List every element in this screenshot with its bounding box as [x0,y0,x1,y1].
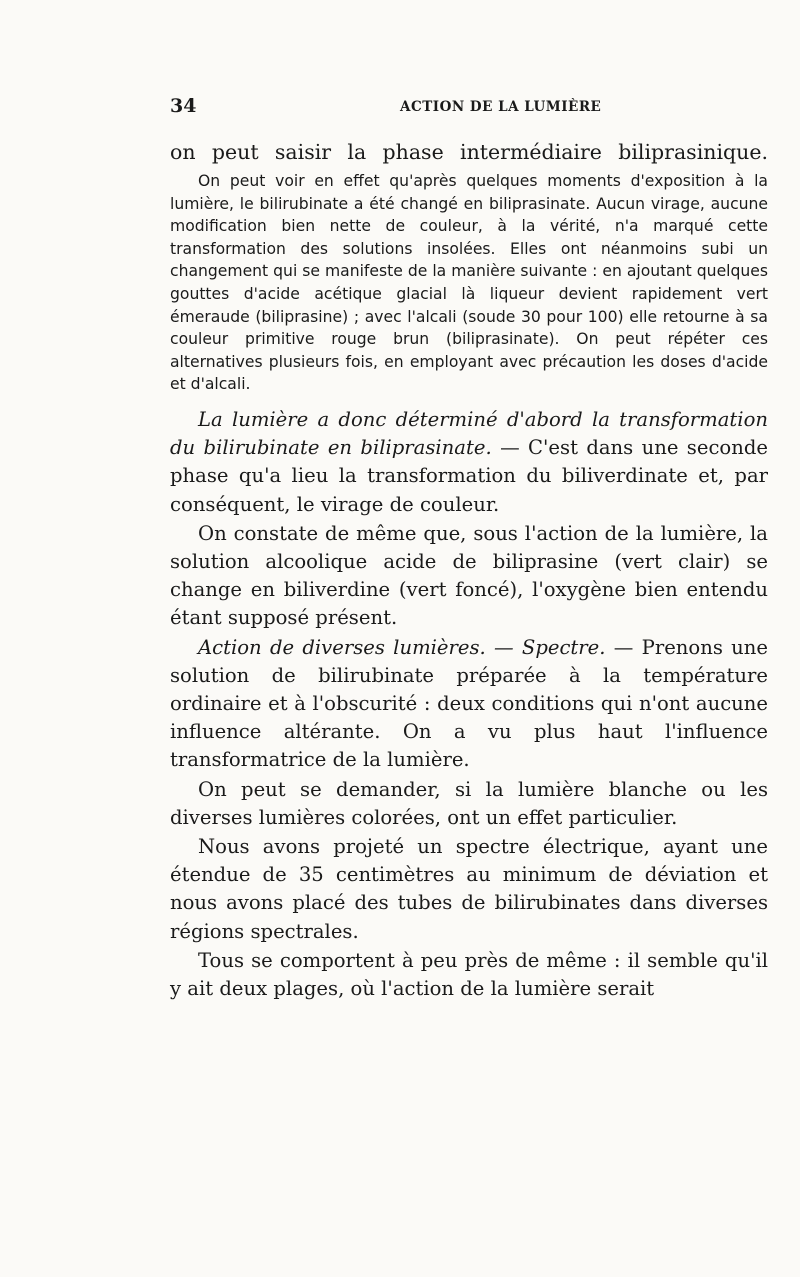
paragraph-text: — C'est dans une seconde phase qu'a lieu la transformation du biliverdinate et, par conséquent, le virage de couleur. [170,436,768,516]
paragraph-spectre [170,634,768,775]
small-print-paragraph: On peut voir en effet qu'après quelques moments d'exposition à la lumière, le bilirubinate a été changé en biliprasinate. Aucun virage, aucune modification bien nette de couleur, à la vérité, n'a marqué cette transformation des solutions insolées. Elles ont néanmoins subi un changement qui se manifeste de la manière suivante : en ajoutant quelques gouttes d'acide acétique glacial là liqueur devient rapidement vert émeraude (biliprasine) ; avec l'alcali (soude 30 pour 100) elle retourne à sa couleur primitive rouge brun (biliprasinate). On peut répéter ces alternatives plusieurs fois, en employant avec précaution les doses d'acide et d'alcali. [170,172,768,394]
page-number: 34 [170,95,197,117]
paragraph-experiment: Nous avons projeté un spectre électrique, ayant une étendue de 35 centimètres au minimum de déviation et nous avons placé des tubes de bilirubinates dans diverses régions spectrales. [170,834,768,943]
italic-heading: Action de diverses lumières. — Spectre. [198,635,606,659]
paragraph-text: — Prenons une solution de bilirubinate préparée à la température ordinaire et à l'obscurité : deux conditions qui n'ont aucune influence altérante. On a vu plus haut l'influence transformatrice de la lumière. [170,635,768,772]
paragraph-question: On peut se demander, si la lumière blanche ou les diverses lumières colorées, ont un effet particulier. [170,777,768,829]
continuation-line: on peut saisir la phase intermédiaire biliprasinique. [170,140,768,164]
italic-heading: La lumière a donc déterminé d'abord la transformation du bilirubinate en biliprasinate. [170,407,768,460]
body-text [170,138,768,1003]
paragraph-biliprasine: On constate de même que, sous l'action de la lumière, la solution alcoolique acide de biliprasine (vert clair) se change en biliverdine (vert foncé), l'oxygène bien entendu étant supposé présent. [170,521,768,630]
paragraph-result: Tous se comportent à peu près de même : il semble qu'il y ait deux plages, où l'action de la lumière serait [170,948,768,1000]
paragraph-transformation [170,406,768,519]
page-header [170,95,770,125]
running-head: ACTION DE LA LUMIÈRE [400,99,602,115]
